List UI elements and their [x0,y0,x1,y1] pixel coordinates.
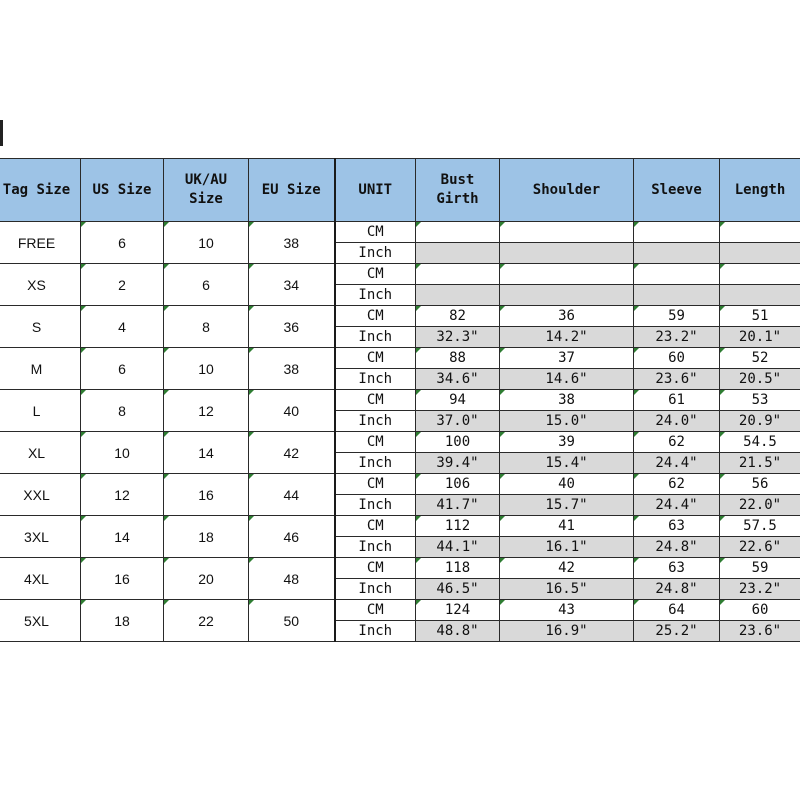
length-cm-cell: 52 [720,348,800,369]
shoulder-inch-cell: 15.4" [500,453,634,474]
tag-size-cell: L [0,390,81,432]
shoulder-inch-cell: 16.5" [500,579,634,600]
sleeve-inch-cell: 24.4" [634,495,720,516]
sleeve-cm-cell: 62 [634,474,720,495]
length-cm-cell: 59 [720,558,800,579]
length-inch-cell [720,243,800,264]
eu-size-cell: 36 [249,306,335,348]
length-cm-cell: 53 [720,390,800,411]
shoulder-cm-cell [500,222,634,243]
bust-cm-cell: 106 [416,474,500,495]
unit-cell-inch: Inch [335,621,416,642]
table-row [0,390,800,411]
bust-cm-cell: 118 [416,558,500,579]
table-row [0,306,800,327]
eu-size-cell: 48 [249,558,335,600]
table-row [0,432,800,453]
bust-cm-cell: 100 [416,432,500,453]
bust-inch-cell [416,285,500,306]
uk-au-size-cell: 20 [164,558,249,600]
table-row [0,264,800,285]
sleeve-cm-cell [634,222,720,243]
sleeve-cm-cell: 59 [634,306,720,327]
length-inch-cell: 21.5" [720,453,800,474]
tag-size-cell: M [0,348,81,390]
shoulder-inch-cell [500,243,634,264]
sleeve-inch-cell: 24.8" [634,537,720,558]
header-row [0,159,800,222]
header-bust-girth: Bust Girth [416,159,500,222]
us-size-cell: 4 [81,306,164,348]
shoulder-inch-cell: 15.0" [500,411,634,432]
eu-size-cell: 50 [249,600,335,642]
shoulder-inch-cell [500,285,634,306]
bust-cm-cell: 88 [416,348,500,369]
tag-size-cell: XXL [0,474,81,516]
unit-cell-cm: CM [335,348,416,369]
length-inch-cell: 23.2" [720,579,800,600]
shoulder-cm-cell: 41 [500,516,634,537]
unit-cell-inch: Inch [335,243,416,264]
header-unit: UNIT [335,159,416,222]
size-chart-body [0,222,800,642]
bust-inch-cell: 41.7" [416,495,500,516]
header-shoulder: Shoulder [500,159,634,222]
length-cm-cell [720,222,800,243]
sleeve-cm-cell: 60 [634,348,720,369]
header-tag-size: Tag Size [0,159,81,222]
us-size-cell: 8 [81,390,164,432]
sleeve-cm-cell: 61 [634,390,720,411]
length-cm-cell [720,264,800,285]
eu-size-cell: 38 [249,222,335,264]
unit-cell-cm: CM [335,516,416,537]
sleeve-cm-cell [634,264,720,285]
uk-au-size-cell: 14 [164,432,249,474]
table-row [0,600,800,621]
unit-cell-inch: Inch [335,537,416,558]
bust-inch-cell: 32.3" [416,327,500,348]
tag-size-cell: 5XL [0,600,81,642]
unit-cell-inch: Inch [335,495,416,516]
us-size-cell: 10 [81,432,164,474]
us-size-cell: 2 [81,264,164,306]
table-row [0,222,800,243]
shoulder-inch-cell: 16.1" [500,537,634,558]
sleeve-inch-cell: 23.2" [634,327,720,348]
shoulder-cm-cell: 38 [500,390,634,411]
bust-inch-cell: 44.1" [416,537,500,558]
uk-au-size-cell: 16 [164,474,249,516]
tag-size-cell: XS [0,264,81,306]
us-size-cell: 6 [81,222,164,264]
unit-cell-cm: CM [335,390,416,411]
header-sleeve: Sleeve [634,159,720,222]
header-us-size: US Size [81,159,164,222]
tag-size-cell: S [0,306,81,348]
shoulder-inch-cell: 15.7" [500,495,634,516]
sleeve-cm-cell: 64 [634,600,720,621]
unit-cell-cm: CM [335,600,416,621]
sleeve-inch-cell: 23.6" [634,369,720,390]
bust-cm-cell [416,264,500,285]
bust-inch-cell: 48.8" [416,621,500,642]
length-inch-cell: 20.5" [720,369,800,390]
sleeve-inch-cell: 24.4" [634,453,720,474]
sleeve-cm-cell: 63 [634,558,720,579]
shoulder-cm-cell: 42 [500,558,634,579]
unit-cell-inch: Inch [335,285,416,306]
bust-inch-cell: 34.6" [416,369,500,390]
length-inch-cell: 20.9" [720,411,800,432]
shoulder-cm-cell: 43 [500,600,634,621]
bust-cm-cell: 94 [416,390,500,411]
tag-size-cell: 3XL [0,516,81,558]
tag-size-cell: 4XL [0,558,81,600]
shoulder-inch-cell: 14.6" [500,369,634,390]
us-size-cell: 12 [81,474,164,516]
length-cm-cell: 60 [720,600,800,621]
us-size-cell: 6 [81,348,164,390]
shoulder-inch-cell: 14.2" [500,327,634,348]
length-inch-cell: 20.1" [720,327,800,348]
unit-cell-cm: CM [335,306,416,327]
eu-size-cell: 38 [249,348,335,390]
length-inch-cell [720,285,800,306]
sleeve-inch-cell [634,243,720,264]
uk-au-size-cell: 8 [164,306,249,348]
length-cm-cell: 54.5 [720,432,800,453]
sleeve-cm-cell: 63 [634,516,720,537]
length-inch-cell: 22.6" [720,537,800,558]
bust-cm-cell: 124 [416,600,500,621]
table-row [0,348,800,369]
unit-cell-cm: CM [335,432,416,453]
header-uk-au-size: UK/AU Size [164,159,249,222]
tag-size-cell: FREE [0,222,81,264]
header-length: Length [720,159,800,222]
shoulder-cm-cell [500,264,634,285]
shoulder-cm-cell: 39 [500,432,634,453]
sleeve-inch-cell: 24.8" [634,579,720,600]
uk-au-size-cell: 12 [164,390,249,432]
bust-inch-cell: 46.5" [416,579,500,600]
unit-cell-cm: CM [335,474,416,495]
header-eu-size: EU Size [249,159,335,222]
eu-size-cell: 42 [249,432,335,474]
sleeve-inch-cell: 24.0" [634,411,720,432]
length-cm-cell: 57.5 [720,516,800,537]
uk-au-size-cell: 10 [164,222,249,264]
bust-inch-cell: 37.0" [416,411,500,432]
shoulder-inch-cell: 16.9" [500,621,634,642]
sleeve-inch-cell: 25.2" [634,621,720,642]
unit-cell-cm: CM [335,264,416,285]
table-row [0,558,800,579]
length-cm-cell: 56 [720,474,800,495]
eu-size-cell: 34 [249,264,335,306]
table-row [0,474,800,495]
shoulder-cm-cell: 40 [500,474,634,495]
us-size-cell: 14 [81,516,164,558]
unit-cell-cm: CM [335,558,416,579]
eu-size-cell: 46 [249,516,335,558]
us-size-cell: 18 [81,600,164,642]
sleeve-inch-cell [634,285,720,306]
unit-cell-inch: Inch [335,327,416,348]
unit-cell-inch: Inch [335,369,416,390]
uk-au-size-cell: 18 [164,516,249,558]
uk-au-size-cell: 22 [164,600,249,642]
bust-inch-cell: 39.4" [416,453,500,474]
bust-cm-cell: 82 [416,306,500,327]
shoulder-cm-cell: 37 [500,348,634,369]
length-inch-cell: 22.0" [720,495,800,516]
table-row [0,516,800,537]
uk-au-size-cell: 10 [164,348,249,390]
unit-cell-inch: Inch [335,453,416,474]
us-size-cell: 16 [81,558,164,600]
length-inch-cell: 23.6" [720,621,800,642]
bust-cm-cell: 112 [416,516,500,537]
unit-cell-inch: Inch [335,411,416,432]
bust-cm-cell [416,222,500,243]
tag-size-cell: XL [0,432,81,474]
shoulder-cm-cell: 36 [500,306,634,327]
uk-au-size-cell: 6 [164,264,249,306]
length-cm-cell: 51 [720,306,800,327]
sleeve-cm-cell: 62 [634,432,720,453]
eu-size-cell: 44 [249,474,335,516]
unit-cell-inch: Inch [335,579,416,600]
unit-cell-cm: CM [335,222,416,243]
bust-inch-cell [416,243,500,264]
size-chart-table [0,158,800,642]
edge-mark [0,120,3,146]
eu-size-cell: 40 [249,390,335,432]
